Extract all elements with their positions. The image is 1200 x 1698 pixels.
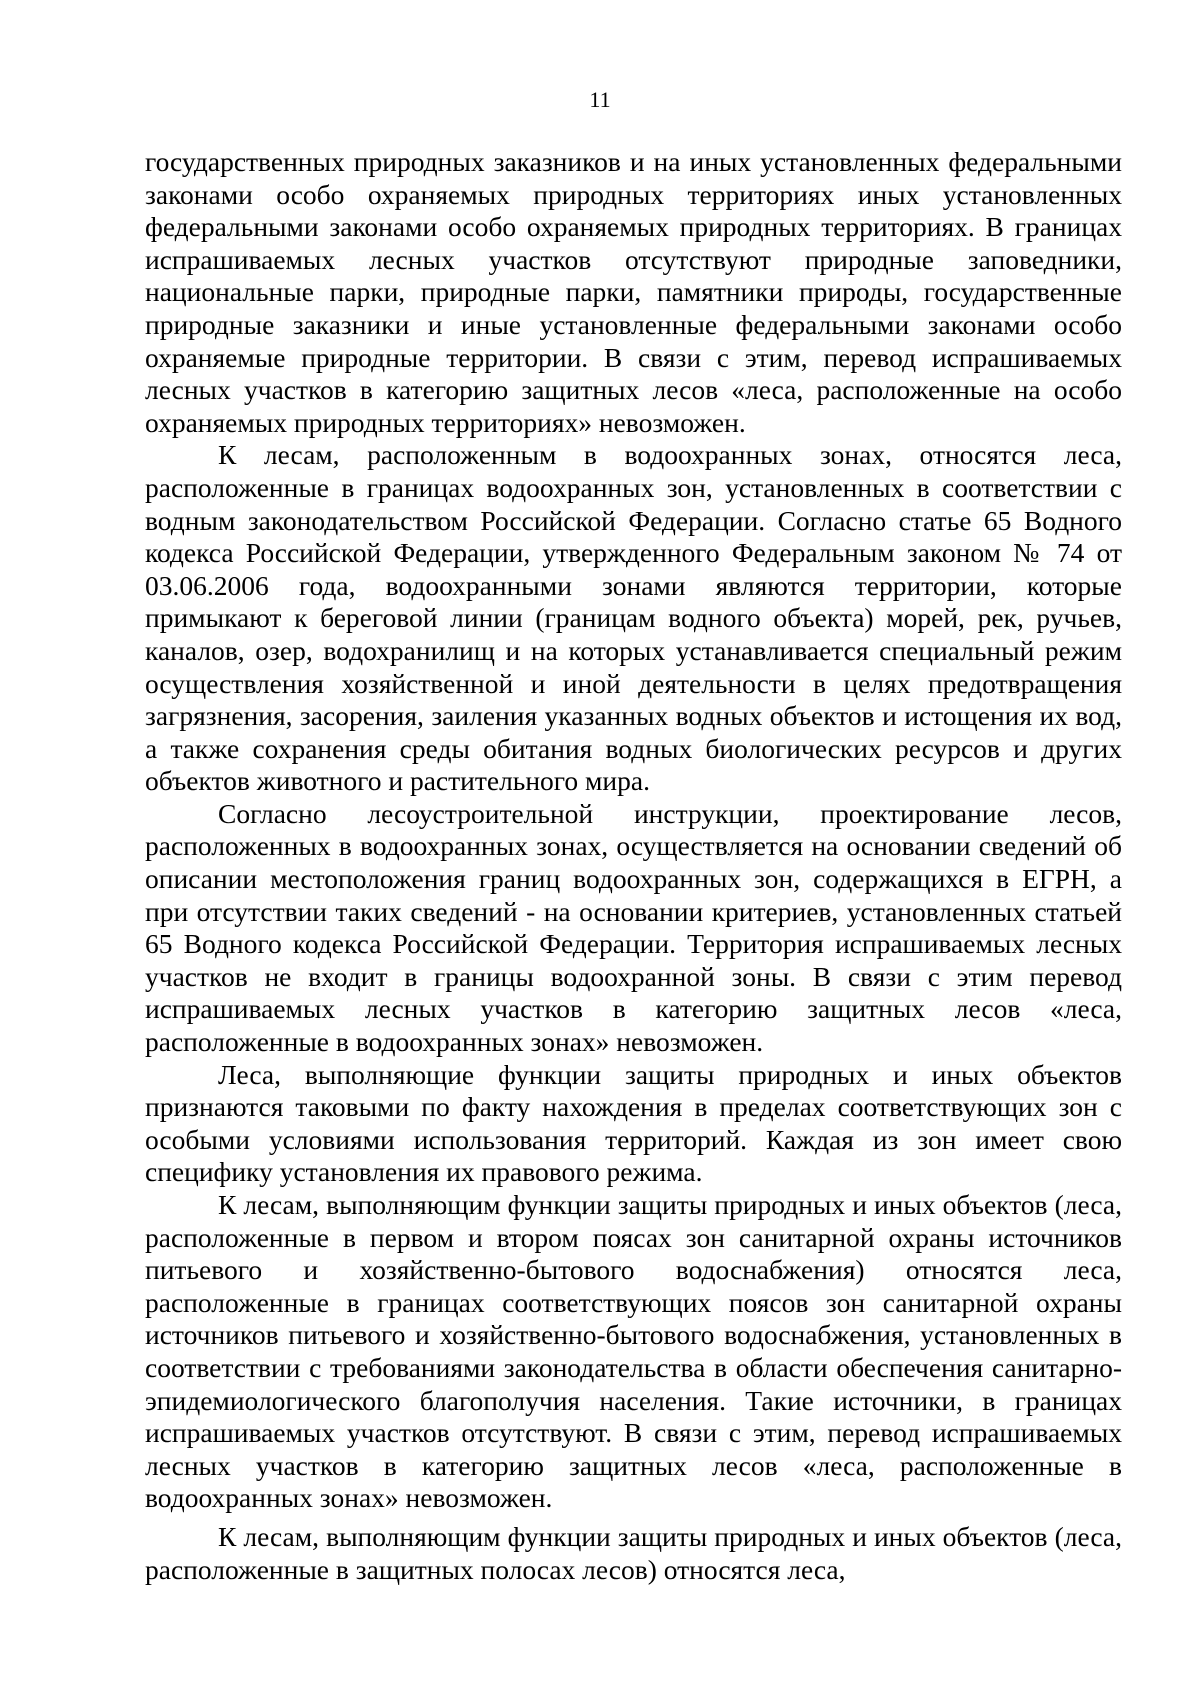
paragraph-water-protection-zones: К лесам, расположенным в водоохранных зонах, относятся леса, расположенные в границах водоохранных зон, установленных в соответствии с водным законодательством Российской Федерации. Согласно статье 65 Водного кодекса Российской Федерации, утвержденного Федеральным законом № 74 от 03.06.2006 года, водоохранными зонами являются территории, которые примыкают к береговой линии (границам водного объекта) морей, рек, ручьев, каналов, озер, водохранилищ и на которых устанавливается специальный режим осуществления хозяйственной и иной деятельности в целях предотвращения загрязнения, засорения, заиления указанных водных объектов и истощения их вод, а также сохранения среды обитания водных биологических ресурсов и других объектов животного и растительного мира. — [145, 439, 1122, 797]
document-body — [145, 146, 1122, 1586]
paragraph-protective-strips: К лесам, выполняющим функции защиты природных и иных объектов (леса, расположенные в защитных полосах лесов) относятся леса, — [145, 1520, 1122, 1585]
paragraph-sanitary-protection-zones: К лесам, выполняющим функции защиты природных и иных объектов (леса, расположенные в первом и втором поясах зон санитарной охраны источников питьевого и хозяйственно-бытового водоснабжения) относятся леса, расположенные в границах соответствующих поясов зон санитарной охраны источников питьевого и хозяйственно-бытового водоснабжения, установленных в соответствии с требованиями законодательства в области обеспечения санитарно-эпидемиологического благополучия населения. Такие источники, в границах испрашиваемых участков отсутствуют. В связи с этим, перевод испрашиваемых лесных участков в категорию защитных лесов «леса, расположенные в водоохранных зонах» невозможен. — [145, 1189, 1122, 1514]
paragraph-protective-function-forests: Леса, выполняющие функции защиты природных и иных объектов признаются таковыми по факту нахождения в пределах соответствующих зон с особыми условиями использования территорий. Каждая из зон имеет свою специфику установления их правового режима. — [145, 1058, 1122, 1188]
page-number: 11 — [589, 87, 611, 112]
paragraph-forest-inventory-instruction: Согласно лесоустроительной инструкции, проектирование лесов, расположенных в водоохранных зонах, осуществляется на основании сведений об описании местоположения границ водоохранных зон, содержащихся в ЕГРН, а при отсутствии таких сведений - на основании критериев, установленных статьей 65 Водного кодекса Российской Федерации. Территория испрашиваемых лесных участков не входит в границы водоохранной зоны. В связи с этим перевод испрашиваемых лесных участков в категорию защитных лесов «леса, расположенные в водоохранных зонах» невозможен. — [145, 797, 1122, 1058]
paragraph-continuation: государственных природных заказников и на иных установленных федеральными законами особо охраняемых природных территориях иных установленных федеральными законами особо охраняемых природных территориях. В границах испрашиваемых лесных участков отсутствуют природные заповедники, национальные парки, природные парки, памятники природы, государственные природные заказники и иные установленные федеральными законами особо охраняемые природные территории. В связи с этим, перевод испрашиваемых лесных участков в категорию защитных лесов «леса, расположенные на особо охраняемых природных территориях» невозможен. — [145, 146, 1122, 438]
